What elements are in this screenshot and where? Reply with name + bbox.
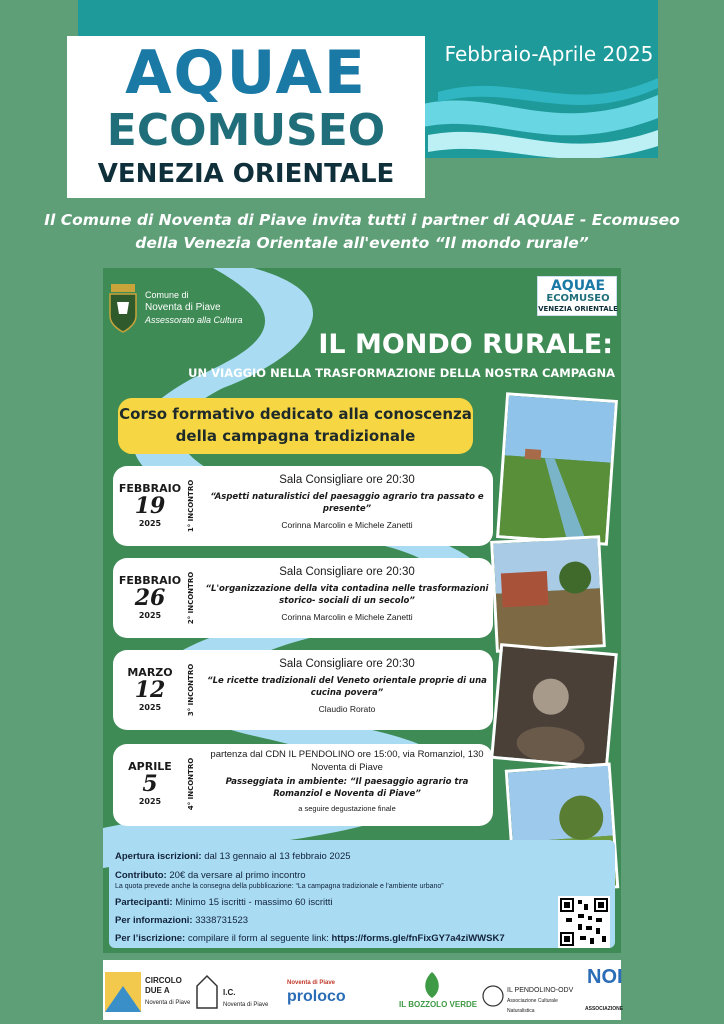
event-year: 2025 [138, 797, 162, 806]
info-partecipanti-label: Partecipanti: [115, 897, 173, 908]
info-partecipanti [115, 896, 333, 909]
event-year: 2025 [138, 703, 162, 712]
qr-code-icon[interactable] [558, 896, 610, 948]
circolo-logo-icon [105, 972, 141, 1012]
photo-canal [496, 392, 618, 545]
info-apertura-value: dal 13 gennaio al 13 febbraio 2025 [204, 851, 351, 862]
info-iscrizione-label: Per l’iscrizione: [115, 933, 186, 944]
info-informazioni [115, 914, 248, 927]
mini-aquae-logo [537, 276, 617, 316]
event-year: 2025 [138, 519, 162, 528]
event-ordinal: 4° INCONTRO [187, 757, 195, 811]
event-speaker: Corinna Marcolin e Michele Zanetti [281, 520, 413, 530]
pendolino-sub: Associazione Culturale Naturalistica [507, 998, 558, 1014]
event-info [205, 564, 489, 623]
intro-text: Il Comune di Noventa di Piave invita tutti i partner di AQUAE - Ecomuseo della Venezia Orientale all'evento “Il mondo rurale” [44, 211, 680, 252]
event-month: FEBBRAIO [118, 482, 182, 495]
bozzolo-label: IL BOZZOLO VERDE [399, 1000, 478, 1009]
event-day: 19 [134, 493, 166, 519]
comune-dept: Assessorato alla Cultura [145, 315, 243, 325]
event-year: 2025 [138, 611, 162, 620]
registration-info [109, 840, 615, 948]
info-quota-note: La quota prevede anche la consegna della pubblicazione: “La campagna tradizionale e l'ambiente urbano” [115, 883, 444, 890]
event-card [113, 466, 493, 546]
event-poster [103, 268, 621, 953]
event-place: Sala Consigliare ore 20:30 [279, 474, 415, 486]
event-day: 26 [134, 585, 166, 611]
event-title: “Aspetti naturalistici del paesaggio agrario tra passato e presente” [210, 492, 484, 514]
circolo-sub: Noventa di Piave [145, 1000, 191, 1006]
ic-logo-icon [193, 974, 221, 1010]
event-month: APRILE [128, 760, 172, 773]
event-place: partenza dal CDN IL PENDOLINO ore 15:00, via Romanziol, 130 Noventa di Piave [210, 749, 484, 773]
event-month: FEBBRAIO [118, 574, 182, 587]
event-info [205, 656, 489, 715]
info-apertura-label: Apertura iscrizioni: [115, 851, 202, 862]
info-iscrizione-value: compilare il form al seguente link: [187, 933, 329, 944]
poster-subtitle: UN VIAGGIO NELLA TRASFORMAZIONE DELLA NOSTRA CAMPAGNA [188, 366, 615, 380]
comune-label: Comune di [145, 290, 189, 300]
proloco-top: Noventa di Piave [287, 980, 336, 986]
info-informazioni-value: 3338731523 [195, 915, 249, 926]
mini-logo-venezia: VENEZIA ORIENTALE [538, 305, 618, 313]
mini-logo-aquae: AQUAE [550, 278, 606, 294]
event-speaker: Claudio Rorato [318, 704, 376, 714]
event-card [113, 744, 493, 826]
registration-link[interactable]: https://forms.gle/fnFixGY7a4ziWWSK7 [331, 933, 505, 944]
course-text: Corso formativo dedicato alla conoscenza della campagna tradizionale [119, 405, 472, 445]
event-card [113, 558, 493, 638]
poster-title: IL MONDO RURALE: [318, 329, 613, 360]
event-card [113, 650, 493, 730]
info-partecipanti-value: Minimo 15 iscritti - massimo 60 iscritti [175, 897, 333, 908]
proloco-label: proloco [287, 988, 346, 1005]
comune-name: Noventa di Piave [145, 302, 221, 313]
info-iscrizione [115, 932, 505, 945]
info-contributo-value: 20€ da versare al primo incontro [169, 870, 306, 881]
event-ordinal: 2° INCONTRO [187, 571, 195, 625]
photo-farmhouse [490, 535, 606, 653]
info-informazioni-label: Per informazioni: [115, 915, 193, 926]
info-contributo [115, 869, 306, 882]
event-info [205, 748, 489, 814]
ic-sub: Noventa di Piave [223, 1002, 269, 1008]
partner-logos [103, 960, 624, 1020]
event-info [205, 472, 489, 531]
noi-sub: ASSOCIAZIONE [585, 1006, 624, 1012]
noi-label: NOI [587, 966, 623, 988]
pendolino-label: IL PENDOLINO-ODV [507, 987, 574, 994]
mini-logo-ecomuseo: ECOMUSEO [546, 293, 610, 304]
info-contributo-label: Contributo: [115, 870, 167, 881]
event-day: 5 [142, 771, 158, 797]
event-day: 12 [134, 677, 166, 703]
event-place: Sala Consigliare ore 20:30 [279, 658, 415, 670]
course-banner [118, 398, 473, 454]
event-title: Passeggiata in ambiente: “Il paesaggio agrario tra Romanziol e Noventa di Piave” [225, 777, 469, 799]
logo-aquae: AQUAE [125, 38, 367, 108]
event-place: Sala Consigliare ore 20:30 [279, 566, 415, 578]
event-note: a seguire degustazione finale [298, 804, 396, 813]
bozzolo-logo-icon [421, 970, 443, 1000]
event-speaker: Corinna Marcolin e Michele Zanetti [281, 612, 413, 622]
logo-venezia: VENEZIA ORIENTALE [97, 159, 395, 189]
aquae-logo [67, 36, 425, 198]
period-text: Febbraio-Aprile 2025 [444, 42, 654, 66]
event-title: “L'organizzazione della vita contadina nelle trasformazioni storico- sociali di un secolo” [205, 584, 489, 606]
event-ordinal: 1° INCONTRO [187, 479, 195, 533]
info-apertura [115, 850, 351, 863]
ic-label: I.C. [223, 988, 236, 997]
event-title: “Le ricette tradizionali del Veneto orientale proprie di una cucina povera” [207, 676, 487, 698]
event-month: MARZO [127, 666, 173, 679]
pendolino-logo-icon [481, 984, 505, 1008]
event-ordinal: 3° INCONTRO [187, 663, 195, 717]
logo-ecomuseo: ECOMUSEO [106, 105, 386, 156]
photo-old-kitchen [490, 643, 618, 769]
comune-crest-icon [107, 280, 139, 336]
circolo-label: CIRCOLO DUE A [145, 976, 182, 995]
